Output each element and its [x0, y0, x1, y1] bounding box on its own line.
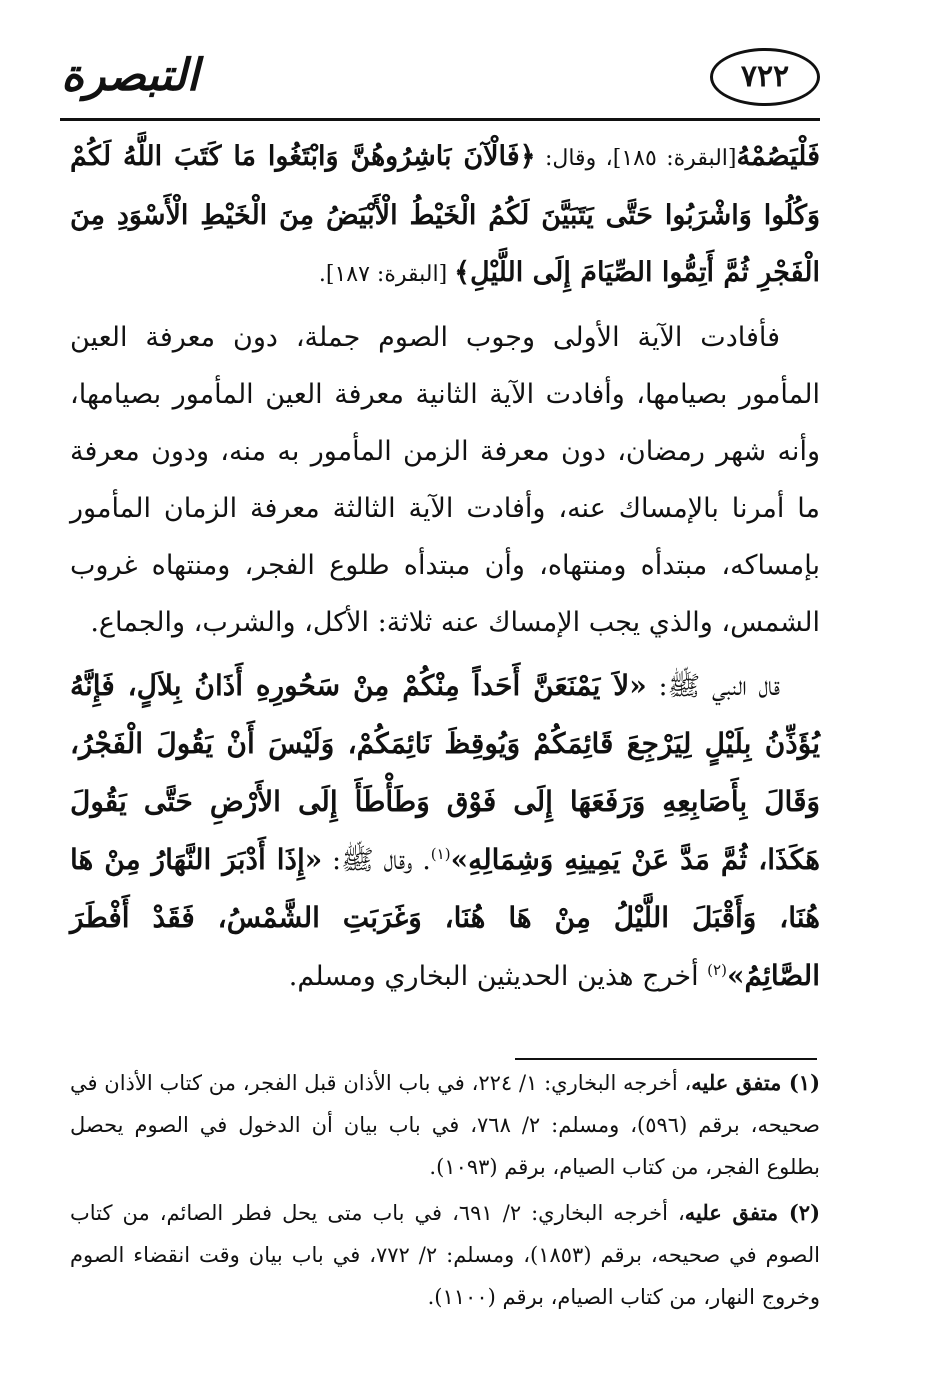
footnote-1-text: ، أخرجه البخاري: ١/ ٢٢٤، في باب الأذان قبل الفجر، من كتاب الأذان في صحيحه، برقم (٥٩٦)، ومسلم: ٢/ ٧٦٨، في باب بيان أن الدخول في الصوم يحصل بطلوع الفجر، من كتاب الصيام، برقم (١٠٩٣).: [70, 1071, 820, 1179]
footnotes: [70, 1062, 820, 1322]
header-rule: [60, 118, 820, 121]
verse-reference-2: [البقرة: ١٨٧].: [318, 262, 455, 287]
quran-verse-1: فَلْيَصُمْهُ: [736, 141, 820, 172]
hadith-outro: أخرج هذين الحديثين البخاري ومسلم.: [288, 961, 708, 992]
main-text: [70, 128, 820, 1011]
book-title: التبصرة: [61, 50, 199, 101]
footnote-separator: [515, 1058, 817, 1060]
quran-verse-2: ﴿فَالْآنَ بَاشِرُوهُنَّ وَابْتَغُوا مَا كَتَبَ اللَّهُ لَكُمْ وَكُلُوا وَاشْرَبُوا حَتَّى يَتَبَيَّنَ لَكُمُ الْخَيْطُ الْأَبْيَضُ مِنَ الْخَيْطِ الْأَسْوَدِ مِنَ الْفَجْرِ ثُمَّ أَتِمُّوا الصِّيَامَ إِلَى اللَّيْلِ﴾: [70, 141, 820, 288]
footnote-1-label: (١) متفق عليه: [691, 1070, 820, 1095]
hadith-connector: . وقال ﷺ:: [322, 845, 431, 876]
verse-reference-1: [البقرة: ١٨٥]، وقال:: [535, 146, 737, 171]
paragraph-quran-verses: [70, 128, 820, 303]
page-header: [50, 40, 820, 130]
paragraph-hadith: [70, 657, 820, 1005]
paragraph-explanation: فأفادت الآية الأولى وجوب الصوم جملة، دون معرفة العين المأمور بصيامها، وأفادت الآية الثانية معرفة العين المأمور بصيامها، وأنه شهر رمضان، دون معرفة الزمن المأمور به منه، ودون معرفة ما أمرنا بالإمساك عنه، وأفادت الآية الثالثة معرفة الزمان المأمور بإمساكه، مبتدأه ومنتهاه، وأن مبتدأه طلوع الفجر، ومنتهاه غروب الشمس، والذي يجب الإمساك عنه ثلاثة: الأكل، والشرب، والجماع.: [70, 322, 820, 638]
footnote-2-label: (٢) متفق عليه: [684, 1200, 820, 1225]
hadith-1: «لاَ يَمْنَعَنَّ أَحَداً مِنْكُمْ مِنْ سَحُورِهِ أَذَانُ بِلاَلٍ، فَإِنَّهُ يُؤَذِّنُ بِلَيْلٍ لِيَرْجِعَ قَائِمَكُمْ وَيُوقِظَ نَائِمَكُمْ، وَلَيْسَ أَنْ يَقُولَ الْفَجْرُ، وَقَالَ بِأَصَابِعِهِ وَرَفَعَهَا إِلَى فَوْق وَطَأْطَأَ إِلَى الأَرْضِ حَتَّى يَقُولَ هَكَذَا، ثُمَّ مَدَّ عَنْ يَمِينِهِ وَشِمَالِهِ»: [70, 669, 820, 876]
page-number: ٧٢٢: [710, 48, 820, 106]
footnote-ref-1[interactable]: (١): [430, 845, 451, 863]
footnote-ref-2[interactable]: (٢): [707, 961, 727, 979]
footnote-2: [70, 1192, 820, 1318]
footnote-2-text: ، أخرجه البخاري: ٢/ ٦٩١، في باب متى يحل فطر الصائم، من كتاب الصوم في صحيحه، برقم (١٨٥٣)، ومسلم: ٢/ ٧٧٢، في باب بيان وقت انقضاء الصوم وخروج النهار، من كتاب الصيام، برقم (١١٠٠).: [70, 1201, 820, 1309]
footnote-1: [70, 1062, 820, 1188]
hadith-intro: قال النبي ﷺ:: [646, 671, 780, 702]
hadith-2: «إِذَا أَدْبَرَ النَّهَارُ مِنْ هَا هُنَا، وَأَقْبَلَ اللَّيْلُ مِنْ هَا هُنَا، وَغَرَبَتِ الشَّمْسُ، فَقَدْ أَفْطَرَ الصَّائِمُ»: [70, 843, 821, 992]
